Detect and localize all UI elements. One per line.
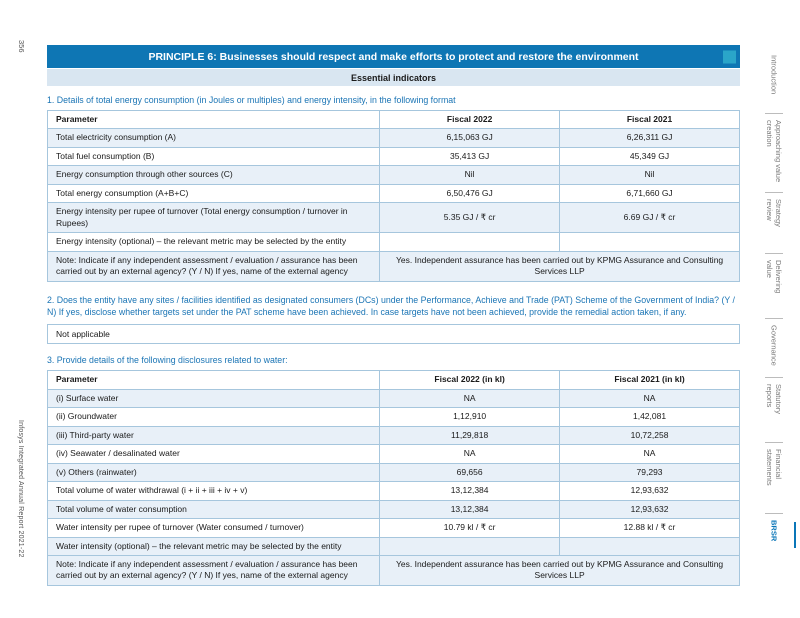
parameter-cell: (ii) Groundwater <box>48 408 380 426</box>
value-cell: 6,15,063 GJ <box>380 129 560 147</box>
table-row <box>48 482 740 500</box>
energy-table <box>47 110 740 282</box>
parameter-cell: Total electricity consumption (A) <box>48 129 380 147</box>
note-value-cell: Yes. Independent assurance has been carried out by KPMG Assurance and Consulting Services LLP <box>380 251 740 281</box>
main-content <box>47 45 740 586</box>
parameter-cell: Total energy consumption (A+B+C) <box>48 184 380 202</box>
nav-divider <box>765 113 783 114</box>
nav-tab-label: Approaching value creation <box>765 120 783 183</box>
parameter-cell: Water intensity (optional) – the relevant metric may be selected by the entity <box>48 537 380 555</box>
column-header: Parameter <box>48 371 380 389</box>
accent-square-icon <box>723 50 736 63</box>
value-cell: 12,93,632 <box>560 482 740 500</box>
value-cell: 6,50,476 GJ <box>380 184 560 202</box>
subheader-label: Essential indicators <box>350 72 437 83</box>
header-row <box>48 371 740 389</box>
table-row <box>48 389 740 407</box>
table-row <box>48 129 740 147</box>
value-cell: 6,71,660 GJ <box>560 184 740 202</box>
column-header: Fiscal 2021 <box>560 111 740 129</box>
table-row <box>48 184 740 202</box>
column-header: Fiscal 2022 (in kl) <box>380 371 560 389</box>
value-cell: 13,12,384 <box>380 482 560 500</box>
note-label-cell: Note: Indicate if any independent assessment / evaluation / assurance has been carried out by an external agency? (Y / N) If yes, name of the external agency <box>48 556 380 586</box>
parameter-cell: Total fuel consumption (B) <box>48 147 380 165</box>
value-cell: 10.79 kl / ₹ cr <box>380 519 560 537</box>
nav-tab-introduction[interactable] <box>756 55 792 107</box>
section-2-text: 2. Does the entity have any sites / facilities identified as designated consumers (DCs) under the Performance, Achieve and Trade (PAT) Scheme of the Government of India? (Y / N) If yes, disclose whether targets set under the PAT scheme have been achieved. In case targets have not been achieved, provide the remedial action taken, if any. <box>47 294 735 317</box>
table-row <box>48 233 740 251</box>
nav-tab-strategy-review[interactable] <box>756 199 792 247</box>
water-table <box>47 370 740 586</box>
table-row <box>48 500 740 518</box>
parameter-cell: Water intensity per rupee of turnover (Water consumed / turnover) <box>48 519 380 537</box>
value-cell: 12,93,632 <box>560 500 740 518</box>
value-cell: NA <box>380 445 560 463</box>
nav-tab-financial-statements[interactable] <box>756 449 792 507</box>
value-cell: 69,656 <box>380 463 560 481</box>
value-cell: 5.35 GJ / ₹ cr <box>380 203 560 233</box>
note-label-cell: Note: Indicate if any independent assessment / evaluation / assurance has been carried out by an external agency? (Y / N) If yes, name of the external agency <box>48 251 380 281</box>
value-cell: 79,293 <box>560 463 740 481</box>
value-cell: 11,29,818 <box>380 426 560 444</box>
parameter-cell: Total volume of water withdrawal (i + ii + iii + iv + v) <box>48 482 380 500</box>
note-value-cell: Yes. Independent assurance has been carried out by KPMG Assurance and Consulting Services LLP <box>380 556 740 586</box>
section-tab-rail <box>756 55 792 550</box>
value-cell: 10,72,258 <box>560 426 740 444</box>
value-cell: 6,26,311 GJ <box>560 129 740 147</box>
nav-tab-statutory-reports[interactable] <box>756 384 792 436</box>
parameter-cell: (iii) Third-party water <box>48 426 380 444</box>
note-row <box>48 251 740 281</box>
section-3-heading: 3. Provide details of the following disclosures related to water: <box>47 355 288 366</box>
parameter-cell: (v) Others (rainwater) <box>48 463 380 481</box>
principle-header-bar <box>47 45 740 68</box>
column-header: Fiscal 2021 (in kl) <box>560 371 740 389</box>
essential-indicators-bar <box>47 69 740 86</box>
nav-divider <box>765 377 783 378</box>
table-row <box>48 537 740 555</box>
value-cell: 12.88 kl / ₹ cr <box>560 519 740 537</box>
table-row <box>48 147 740 165</box>
value-cell: 45,349 GJ <box>560 147 740 165</box>
nav-tab-governance[interactable] <box>756 325 792 371</box>
value-cell <box>380 233 560 251</box>
nav-tab-label: Strategy review <box>765 199 783 227</box>
table-row <box>48 445 740 463</box>
table-row <box>48 408 740 426</box>
table-row <box>48 463 740 481</box>
note-row <box>48 556 740 586</box>
value-cell <box>560 233 740 251</box>
section-2-answer: Not applicable <box>47 324 740 344</box>
nav-tab-brsr[interactable] <box>756 520 792 550</box>
principle-title: PRINCIPLE 6: Businesses should respect and make efforts to protect and restore the environment <box>148 50 639 63</box>
nav-divider <box>765 192 783 193</box>
nav-divider <box>765 442 783 443</box>
nav-tab-label: Statutory reports <box>765 384 783 415</box>
column-header: Fiscal 2022 <box>380 111 560 129</box>
nav-tab-label: Delivering value <box>765 260 783 294</box>
parameter-cell: Total volume of water consumption <box>48 500 380 518</box>
header-row <box>48 111 740 129</box>
value-cell: NA <box>380 389 560 407</box>
parameter-cell: Energy intensity (optional) – the relevant metric may be selected by the entity <box>48 233 380 251</box>
nav-tab-label: Governance <box>769 325 779 366</box>
table-row <box>48 166 740 184</box>
value-cell: 35,413 GJ <box>380 147 560 165</box>
nav-tab-delivering-value[interactable] <box>756 260 792 312</box>
value-cell: 1,42,081 <box>560 408 740 426</box>
value-cell: NA <box>560 445 740 463</box>
page-number: 356 <box>17 40 26 53</box>
nav-divider <box>765 253 783 254</box>
table-row <box>48 203 740 233</box>
column-header: Parameter <box>48 111 380 129</box>
parameter-cell: Energy intensity per rupee of turnover (Total energy consumption / turnover in Rupees) <box>48 203 380 233</box>
parameter-cell: (i) Surface water <box>48 389 380 407</box>
nav-divider <box>765 318 783 319</box>
nav-tab-label: Financial statements <box>765 449 783 486</box>
table-row <box>48 426 740 444</box>
value-cell <box>380 537 560 555</box>
nav-tab-label: Introduction <box>769 55 779 95</box>
value-cell: 13,12,384 <box>380 500 560 518</box>
report-footer: Infosys Integrated Annual Report 2021-22 <box>17 420 24 558</box>
table-row <box>48 519 740 537</box>
parameter-cell: Energy consumption through other sources (C) <box>48 166 380 184</box>
nav-divider <box>765 513 783 514</box>
value-cell <box>560 537 740 555</box>
nav-tab-label: BRSR <box>769 520 779 542</box>
value-cell: 6.69 GJ / ₹ cr <box>560 203 740 233</box>
value-cell: 1,12,910 <box>380 408 560 426</box>
value-cell: Nil <box>560 166 740 184</box>
section-1-heading: 1. Details of total energy consumption (in Joules or multiples) and energy intensity, in the following format <box>47 95 456 105</box>
value-cell: Nil <box>380 166 560 184</box>
nav-tab-approaching-value-creation[interactable] <box>756 120 792 186</box>
parameter-cell: (iv) Seawater / desalinated water <box>48 445 380 463</box>
value-cell: NA <box>560 389 740 407</box>
